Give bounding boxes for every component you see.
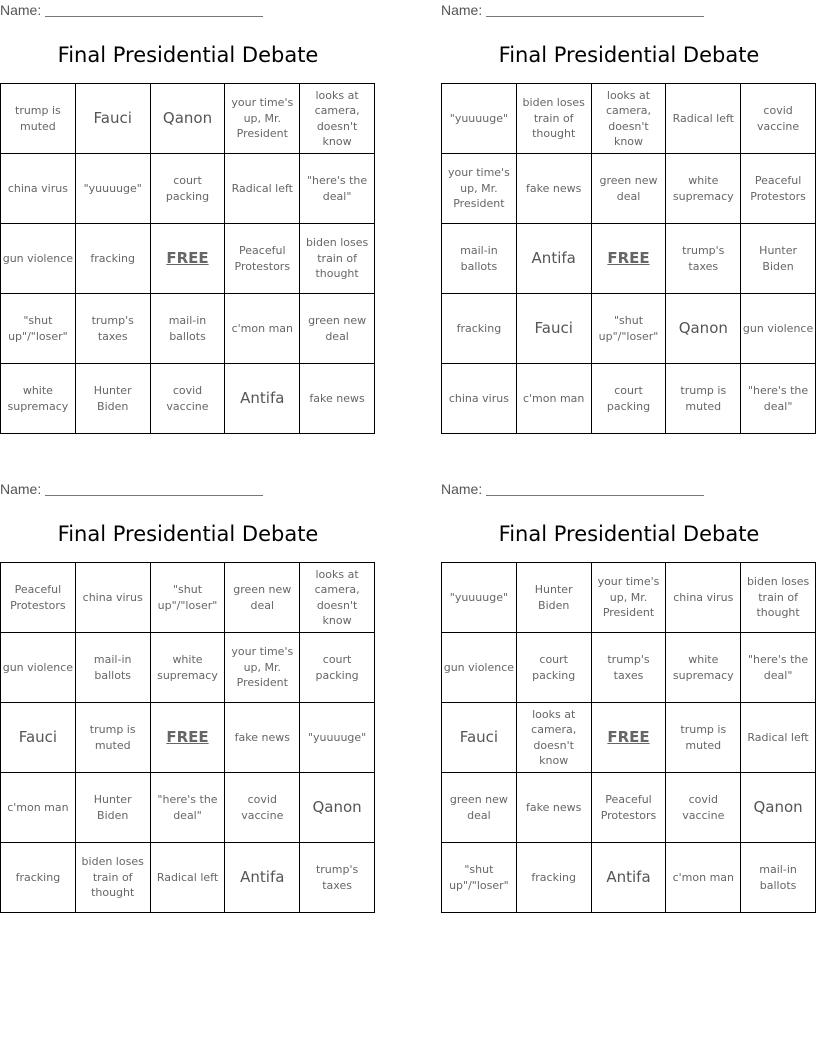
bingo-cell[interactable]: trump is muted bbox=[666, 364, 741, 434]
bingo-cell[interactable]: c'mon man bbox=[666, 843, 741, 913]
bingo-cell[interactable]: fake news bbox=[225, 703, 300, 773]
bingo-cell[interactable]: your time's up, Mr. President bbox=[442, 154, 517, 224]
card-title: Final Presidential Debate bbox=[498, 522, 760, 546]
bingo-cell[interactable]: china virus bbox=[442, 364, 517, 434]
bingo-grid bbox=[0, 83, 375, 434]
free-space-cell[interactable]: FREE bbox=[592, 703, 667, 773]
name-blank-line[interactable] bbox=[486, 481, 704, 496]
free-space-cell[interactable]: FREE bbox=[151, 703, 226, 773]
bingo-cell[interactable]: looks at camera, doesn't know bbox=[517, 703, 592, 773]
bingo-cell[interactable]: gun violence bbox=[1, 224, 76, 294]
bingo-cell[interactable]: gun violence bbox=[741, 294, 816, 364]
bingo-grid bbox=[0, 562, 375, 913]
bingo-cell[interactable]: Peaceful Protestors bbox=[592, 773, 667, 843]
bingo-cell[interactable]: c'mon man bbox=[1, 773, 76, 843]
name-label: Name: bbox=[441, 2, 483, 18]
name-field bbox=[441, 0, 741, 20]
name-blank-line[interactable] bbox=[45, 481, 263, 496]
bingo-cell[interactable]: "shut up"/"loser" bbox=[1, 294, 76, 364]
bingo-cell[interactable]: Fauci bbox=[1, 703, 76, 773]
bingo-cell[interactable]: fracking bbox=[1, 843, 76, 913]
bingo-cell[interactable]: your time's up, Mr. President bbox=[592, 563, 667, 633]
bingo-cell[interactable]: Antifa bbox=[225, 843, 300, 913]
name-field bbox=[0, 479, 300, 499]
bingo-cell[interactable]: Fauci bbox=[76, 84, 151, 154]
bingo-cell[interactable]: court packing bbox=[592, 364, 667, 434]
bingo-cell[interactable]: court packing bbox=[517, 633, 592, 703]
bingo-cell[interactable]: fracking bbox=[442, 294, 517, 364]
bingo-cell[interactable]: Hunter Biden bbox=[741, 224, 816, 294]
bingo-cell[interactable]: Radical left bbox=[225, 154, 300, 224]
name-field bbox=[441, 479, 741, 499]
free-space-cell[interactable]: FREE bbox=[151, 224, 226, 294]
bingo-cell[interactable]: Antifa bbox=[517, 224, 592, 294]
bingo-cell[interactable]: fracking bbox=[76, 224, 151, 294]
bingo-cell[interactable]: gun violence bbox=[442, 633, 517, 703]
bingo-cell[interactable]: white supremacy bbox=[151, 633, 226, 703]
bingo-cell[interactable]: china virus bbox=[76, 563, 151, 633]
name-label: Name: bbox=[0, 481, 42, 497]
bingo-cell[interactable]: "yuuuuge" bbox=[442, 84, 517, 154]
bingo-cell[interactable]: "yuuuuge" bbox=[442, 563, 517, 633]
bingo-cell[interactable]: "shut up"/"loser" bbox=[592, 294, 667, 364]
bingo-cell[interactable]: court packing bbox=[151, 154, 226, 224]
bingo-cell[interactable]: trump's taxes bbox=[666, 224, 741, 294]
bingo-cell[interactable]: mail-in ballots bbox=[741, 843, 816, 913]
free-space-cell[interactable]: FREE bbox=[592, 224, 667, 294]
bingo-cell[interactable]: green new deal bbox=[300, 294, 375, 364]
bingo-cell[interactable]: Peaceful Protestors bbox=[1, 563, 76, 633]
bingo-cell[interactable]: Qanon bbox=[666, 294, 741, 364]
bingo-cell[interactable]: green new deal bbox=[442, 773, 517, 843]
name-label: Name: bbox=[0, 2, 42, 18]
bingo-cell[interactable]: trump's taxes bbox=[76, 294, 151, 364]
bingo-cell[interactable]: "here's the deal" bbox=[151, 773, 226, 843]
card-title: Final Presidential Debate bbox=[57, 43, 319, 67]
bingo-cell[interactable]: Peaceful Protestors bbox=[225, 224, 300, 294]
bingo-cell[interactable]: Peaceful Protestors bbox=[741, 154, 816, 224]
bingo-cell[interactable]: Fauci bbox=[517, 294, 592, 364]
bingo-cell[interactable]: c'mon man bbox=[225, 294, 300, 364]
bingo-cell[interactable]: green new deal bbox=[592, 154, 667, 224]
bingo-cell[interactable]: "yuuuuge" bbox=[76, 154, 151, 224]
bingo-cell[interactable]: mail-in ballots bbox=[442, 224, 517, 294]
bingo-cell[interactable]: covid vaccine bbox=[151, 364, 226, 434]
bingo-cell[interactable]: trump's taxes bbox=[300, 843, 375, 913]
bingo-cell[interactable]: china virus bbox=[1, 154, 76, 224]
bingo-cell[interactable]: "here's the deal" bbox=[300, 154, 375, 224]
card-title: Final Presidential Debate bbox=[498, 43, 760, 67]
bingo-cell[interactable]: biden loses train of thought bbox=[517, 84, 592, 154]
bingo-cell[interactable]: mail-in ballots bbox=[151, 294, 226, 364]
bingo-cell[interactable]: mail-in ballots bbox=[76, 633, 151, 703]
bingo-cell[interactable]: Radical left bbox=[666, 84, 741, 154]
bingo-cell[interactable]: Radical left bbox=[151, 843, 226, 913]
bingo-cell[interactable]: gun violence bbox=[1, 633, 76, 703]
bingo-cell[interactable]: c'mon man bbox=[517, 364, 592, 434]
bingo-cell[interactable]: covid vaccine bbox=[225, 773, 300, 843]
bingo-cell[interactable]: biden loses train of thought bbox=[741, 563, 816, 633]
bingo-cell[interactable]: white supremacy bbox=[666, 154, 741, 224]
bingo-cell[interactable]: trump's taxes bbox=[592, 633, 667, 703]
bingo-cell[interactable]: Fauci bbox=[442, 703, 517, 773]
name-blank-line[interactable] bbox=[486, 2, 704, 17]
bingo-cell[interactable]: "shut up"/"loser" bbox=[151, 563, 226, 633]
bingo-cell[interactable]: trump is muted bbox=[666, 703, 741, 773]
bingo-cell[interactable]: trump is muted bbox=[76, 703, 151, 773]
bingo-cell[interactable]: Antifa bbox=[225, 364, 300, 434]
bingo-cell[interactable]: Antifa bbox=[592, 843, 667, 913]
card-title: Final Presidential Debate bbox=[57, 522, 319, 546]
bingo-cell[interactable]: Hunter Biden bbox=[517, 563, 592, 633]
bingo-cell[interactable]: looks at camera, doesn't know bbox=[592, 84, 667, 154]
bingo-cell[interactable]: "yuuuuge" bbox=[300, 703, 375, 773]
bingo-cell[interactable]: trump is muted bbox=[1, 84, 76, 154]
bingo-cell[interactable]: covid vaccine bbox=[741, 84, 816, 154]
bingo-cell[interactable]: white supremacy bbox=[666, 633, 741, 703]
bingo-cell[interactable]: white supremacy bbox=[1, 364, 76, 434]
bingo-cell[interactable]: Hunter Biden bbox=[76, 773, 151, 843]
bingo-grid bbox=[441, 83, 816, 434]
name-label: Name: bbox=[441, 481, 483, 497]
bingo-cell[interactable]: fake news bbox=[517, 773, 592, 843]
bingo-grid bbox=[441, 562, 816, 913]
bingo-cell[interactable]: biden loses train of thought bbox=[300, 224, 375, 294]
bingo-cell[interactable]: "here's the deal" bbox=[741, 364, 816, 434]
bingo-cell[interactable]: Hunter Biden bbox=[76, 364, 151, 434]
bingo-cell[interactable]: fake news bbox=[300, 364, 375, 434]
bingo-cell[interactable]: "here's the deal" bbox=[741, 633, 816, 703]
bingo-cell[interactable]: your time's up, Mr. President bbox=[225, 633, 300, 703]
bingo-cell[interactable]: looks at camera, doesn't know bbox=[300, 84, 375, 154]
bingo-cell[interactable]: "shut up"/"loser" bbox=[442, 843, 517, 913]
bingo-cell[interactable]: Radical left bbox=[741, 703, 816, 773]
name-blank-line[interactable] bbox=[45, 2, 263, 17]
bingo-cell[interactable]: court packing bbox=[300, 633, 375, 703]
bingo-cell[interactable]: fake news bbox=[517, 154, 592, 224]
bingo-cell[interactable]: biden loses train of thought bbox=[76, 843, 151, 913]
bingo-cell[interactable]: china virus bbox=[666, 563, 741, 633]
bingo-cell[interactable]: Qanon bbox=[300, 773, 375, 843]
bingo-cell[interactable]: covid vaccine bbox=[666, 773, 741, 843]
bingo-cell[interactable]: your time's up, Mr. President bbox=[225, 84, 300, 154]
bingo-cell[interactable]: green new deal bbox=[225, 563, 300, 633]
bingo-cell[interactable]: Qanon bbox=[151, 84, 226, 154]
bingo-cell[interactable]: Qanon bbox=[741, 773, 816, 843]
bingo-cell[interactable]: looks at camera, doesn't know bbox=[300, 563, 375, 633]
name-field bbox=[0, 0, 300, 20]
bingo-cell[interactable]: fracking bbox=[517, 843, 592, 913]
